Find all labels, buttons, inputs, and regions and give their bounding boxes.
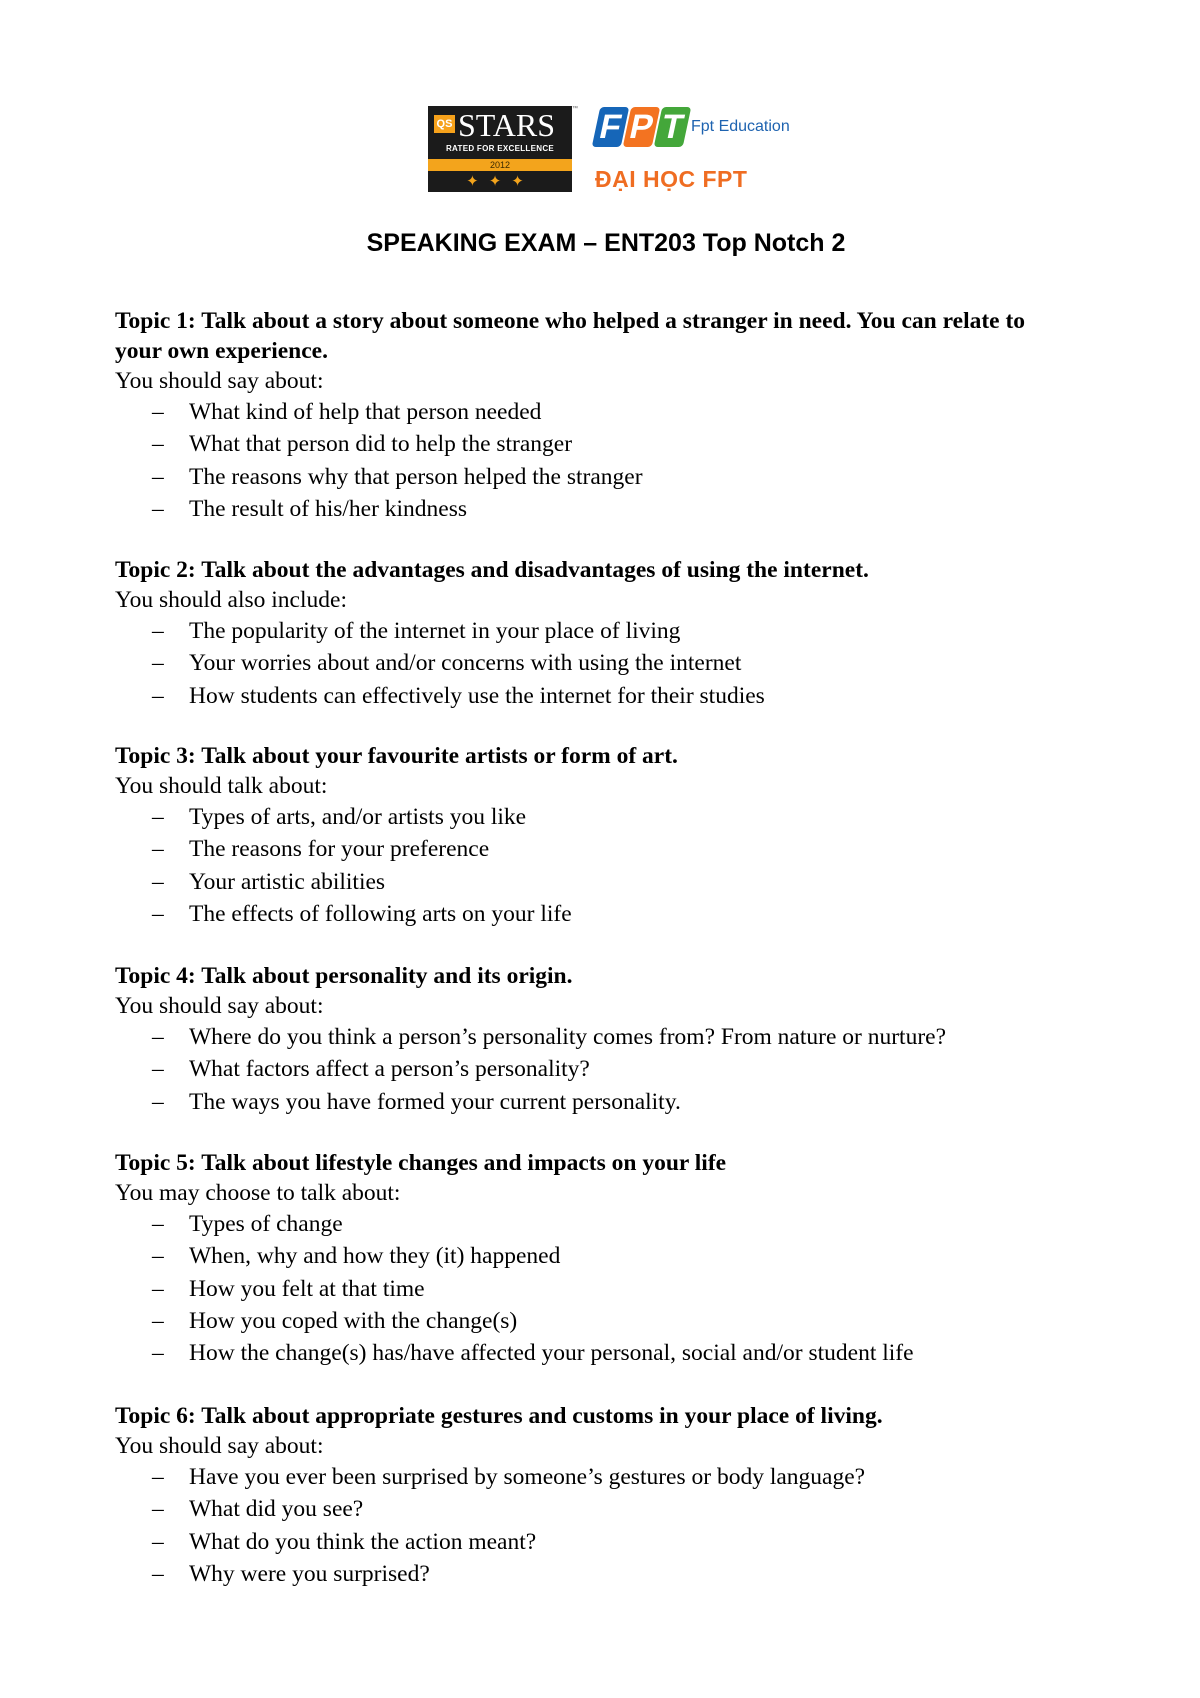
topic-points bbox=[115, 1461, 1075, 1590]
list-item bbox=[115, 1461, 1075, 1493]
dash-bullet-icon: – bbox=[152, 431, 164, 458]
topic-points bbox=[115, 1021, 1075, 1118]
dash-bullet-icon: – bbox=[152, 682, 164, 709]
list-item bbox=[115, 680, 1075, 712]
list-item-text: What that person did to help the stranger bbox=[189, 431, 573, 458]
list-item bbox=[115, 615, 1075, 647]
list-item-text: The result of his/her kindness bbox=[189, 495, 468, 522]
qs-badge: QS bbox=[434, 115, 455, 133]
topic-intro: You should also include: bbox=[115, 587, 347, 613]
list-item-text: Have you ever been surprised by someone’s gestures or body language? bbox=[189, 1464, 866, 1490]
list-item-text: What do you think the action meant? bbox=[189, 1528, 537, 1555]
topic-heading: Topic 1: Talk about a story about someone who helped a stranger in need. You can relate to your own experience. bbox=[115, 308, 1026, 364]
dash-bullet-icon: – bbox=[152, 1496, 164, 1523]
fpt-university-label: ĐẠI HỌC FPT bbox=[595, 166, 748, 192]
qs-stars-logo bbox=[428, 106, 578, 192]
dash-bullet-icon: – bbox=[152, 1243, 164, 1270]
dash-bullet-icon: – bbox=[152, 900, 164, 927]
list-item bbox=[115, 428, 1075, 460]
list-item-text: Types of arts, and/or artists you like bbox=[189, 804, 527, 830]
topic-heading: Topic 5: Talk about lifestyle changes and impacts on your life bbox=[115, 1150, 727, 1176]
list-item-text: When, why and how they (it) happened bbox=[189, 1243, 561, 1270]
list-item bbox=[115, 1086, 1075, 1118]
list-item bbox=[115, 1305, 1075, 1337]
topic-heading: Topic 3: Talk about your favourite artists or form of art. bbox=[115, 743, 678, 769]
trademark-mark: ™ bbox=[572, 106, 578, 112]
list-item bbox=[115, 396, 1075, 428]
rating-stars-icon: ✦✦✦ bbox=[466, 172, 534, 190]
topic-section bbox=[115, 741, 1075, 930]
topic-intro: You should say about: bbox=[115, 1433, 324, 1459]
fpt-education-label: Fpt Education bbox=[691, 118, 790, 135]
fpt-tile-t: T bbox=[654, 107, 692, 147]
list-item-text: Your worries about and/or concerns with using the internet bbox=[189, 650, 742, 677]
dash-bullet-icon: – bbox=[152, 1340, 164, 1367]
fpt-tile-p: P bbox=[623, 107, 661, 147]
list-item-text: Where do you think a person’s personality comes from? From nature or nurture? bbox=[189, 1024, 947, 1050]
list-item bbox=[115, 1208, 1075, 1240]
list-item-text: What kind of help that person needed bbox=[189, 399, 542, 425]
topic-points bbox=[115, 396, 1075, 525]
list-item-text: The effects of following arts on your life bbox=[189, 900, 572, 927]
list-item bbox=[115, 1558, 1075, 1590]
dash-bullet-icon: – bbox=[152, 1056, 164, 1083]
topic-section bbox=[115, 306, 1075, 525]
topic-section bbox=[115, 1401, 1075, 1590]
list-item bbox=[115, 866, 1075, 898]
list-item-text: The reasons why that person helped the stranger bbox=[189, 463, 643, 490]
dash-bullet-icon: – bbox=[152, 618, 164, 644]
list-item-text: The ways you have formed your current personality. bbox=[189, 1088, 681, 1115]
dash-bullet-icon: – bbox=[152, 1211, 164, 1237]
topic-points bbox=[115, 615, 1075, 712]
dash-bullet-icon: – bbox=[152, 1088, 164, 1115]
dash-bullet-icon: – bbox=[152, 836, 164, 863]
list-item-text: How you felt at that time bbox=[189, 1275, 425, 1302]
list-item bbox=[115, 1526, 1075, 1558]
list-item bbox=[115, 1053, 1075, 1085]
topic-heading: Topic 4: Talk about personality and its origin. bbox=[115, 963, 573, 989]
list-item-text: How students can effectively use the internet for their studies bbox=[189, 682, 765, 709]
fpt-tile-f: F bbox=[592, 107, 630, 147]
topic-heading: Topic 2: Talk about the advantages and disadvantages of using the internet. bbox=[115, 557, 869, 583]
list-item bbox=[115, 898, 1075, 930]
topic-section bbox=[115, 961, 1075, 1118]
topic-points bbox=[115, 1208, 1075, 1369]
dash-bullet-icon: – bbox=[152, 1528, 164, 1555]
list-item bbox=[115, 1021, 1075, 1053]
list-item bbox=[115, 1240, 1075, 1272]
dash-bullet-icon: – bbox=[152, 1560, 164, 1587]
list-item bbox=[115, 461, 1075, 493]
dash-bullet-icon: – bbox=[152, 1307, 164, 1334]
dash-bullet-icon: – bbox=[152, 804, 164, 830]
list-item-text: How the change(s) has/have affected your personal, social and/or student life bbox=[189, 1340, 914, 1367]
list-item bbox=[115, 647, 1075, 679]
fpt-letter-tiles bbox=[592, 107, 688, 151]
topic-intro: You should talk about: bbox=[115, 773, 328, 799]
list-item-text: What factors affect a person’s personality? bbox=[189, 1056, 590, 1083]
topic-heading: Topic 6: Talk about appropriate gestures and customs in your place of living. bbox=[115, 1403, 883, 1429]
stars-logo-year: 2012 bbox=[428, 159, 572, 171]
list-item bbox=[115, 833, 1075, 865]
dash-bullet-icon: – bbox=[152, 399, 164, 425]
dash-bullet-icon: – bbox=[152, 650, 164, 677]
stars-logo-subtitle: RATED FOR EXCELLENCE bbox=[445, 144, 555, 153]
topic-intro: You should say about: bbox=[115, 368, 324, 394]
list-item bbox=[115, 801, 1075, 833]
dash-bullet-icon: – bbox=[152, 1464, 164, 1490]
topic-intro: You may choose to talk about: bbox=[115, 1180, 401, 1206]
topic-intro: You should say about: bbox=[115, 993, 324, 1019]
list-item-text: Why were you surprised? bbox=[189, 1560, 430, 1587]
dash-bullet-icon: – bbox=[152, 463, 164, 490]
topic-section bbox=[115, 1148, 1075, 1369]
list-item-text: The popularity of the internet in your place of living bbox=[189, 618, 681, 644]
dash-bullet-icon: – bbox=[152, 1024, 164, 1050]
stars-logo-title: STARS bbox=[458, 107, 556, 143]
topic-section bbox=[115, 555, 1075, 712]
page-title: SPEAKING EXAM – ENT203 Top Notch 2 bbox=[366, 229, 846, 257]
dash-bullet-icon: – bbox=[152, 1275, 164, 1302]
list-item bbox=[115, 1337, 1075, 1369]
list-item-text: The reasons for your preference bbox=[189, 836, 490, 863]
list-item-text: What did you see? bbox=[189, 1496, 364, 1523]
list-item bbox=[115, 1273, 1075, 1305]
list-item bbox=[115, 1493, 1075, 1525]
list-item-text: Your artistic abilities bbox=[189, 868, 386, 895]
list-item-text: How you coped with the change(s) bbox=[189, 1307, 518, 1334]
dash-bullet-icon: – bbox=[152, 495, 164, 522]
dash-bullet-icon: – bbox=[152, 868, 164, 895]
list-item bbox=[115, 493, 1075, 525]
topic-points bbox=[115, 801, 1075, 930]
list-item-text: Types of change bbox=[189, 1211, 343, 1237]
fpt-logo bbox=[592, 104, 792, 196]
